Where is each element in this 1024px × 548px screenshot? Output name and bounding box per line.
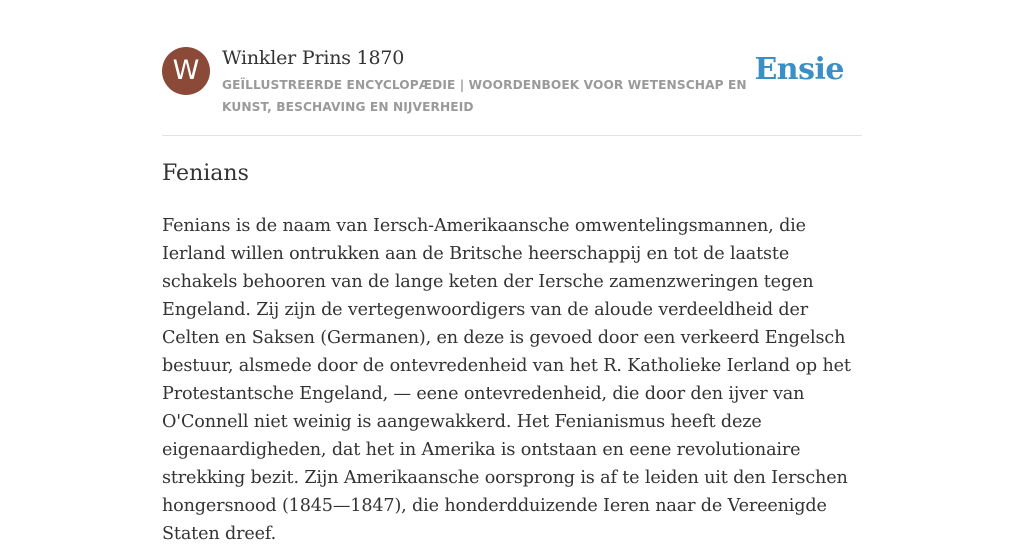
entry-body: Fenians is de naam van Iersch-Amerikaansche omwentelingsmannen, die Ierland willen ontrukken aan de Britsche heerschappij en tot de laatste schakels behooren van de lange keten der Iersche zamenzweringen tegen Engeland. Zij zijn de vertegenwoordigers van de aloude verdeeldheid der Celten en Saksen (Germanen), en deze is gevoed door een verkeerd Engelsch bestuur, alsmede door de ontevredenheid van het R. Katholieke Ierland op het Protestantsche Engeland, — eene ontevredenheid, die door den ijver van O'Connell niet weinig is aangewakkerd. Het Fenianismus heeft deze eigenaardigheden, dat het in Amerika is ontstaan en eene revolutionaire strekking bezit. Zijn Amerikaansche oorsprong is af te leiden uit den Ierschen hongersnood (1845—1847), die honderdduizende Ieren naar de Vereenigde Staten dreef. — [162, 216, 851, 544]
source-header — [162, 44, 862, 136]
source-subtitle: GEÏLLUSTREERDE ENCYCLOPÆDIE | WOORDENBOEK VOOR WETENSCHAP EN KUNST, BESCHAVING EN NIJVERHEID — [222, 78, 747, 114]
entry-title: Fenians — [162, 161, 249, 186]
ensie-logo[interactable]: Ensie — [754, 52, 844, 87]
header-divider — [162, 135, 862, 136]
source-title-block — [222, 44, 762, 118]
source-avatar[interactable]: W — [162, 47, 210, 95]
source-title-link[interactable]: Winkler Prins 1870 — [222, 47, 405, 69]
